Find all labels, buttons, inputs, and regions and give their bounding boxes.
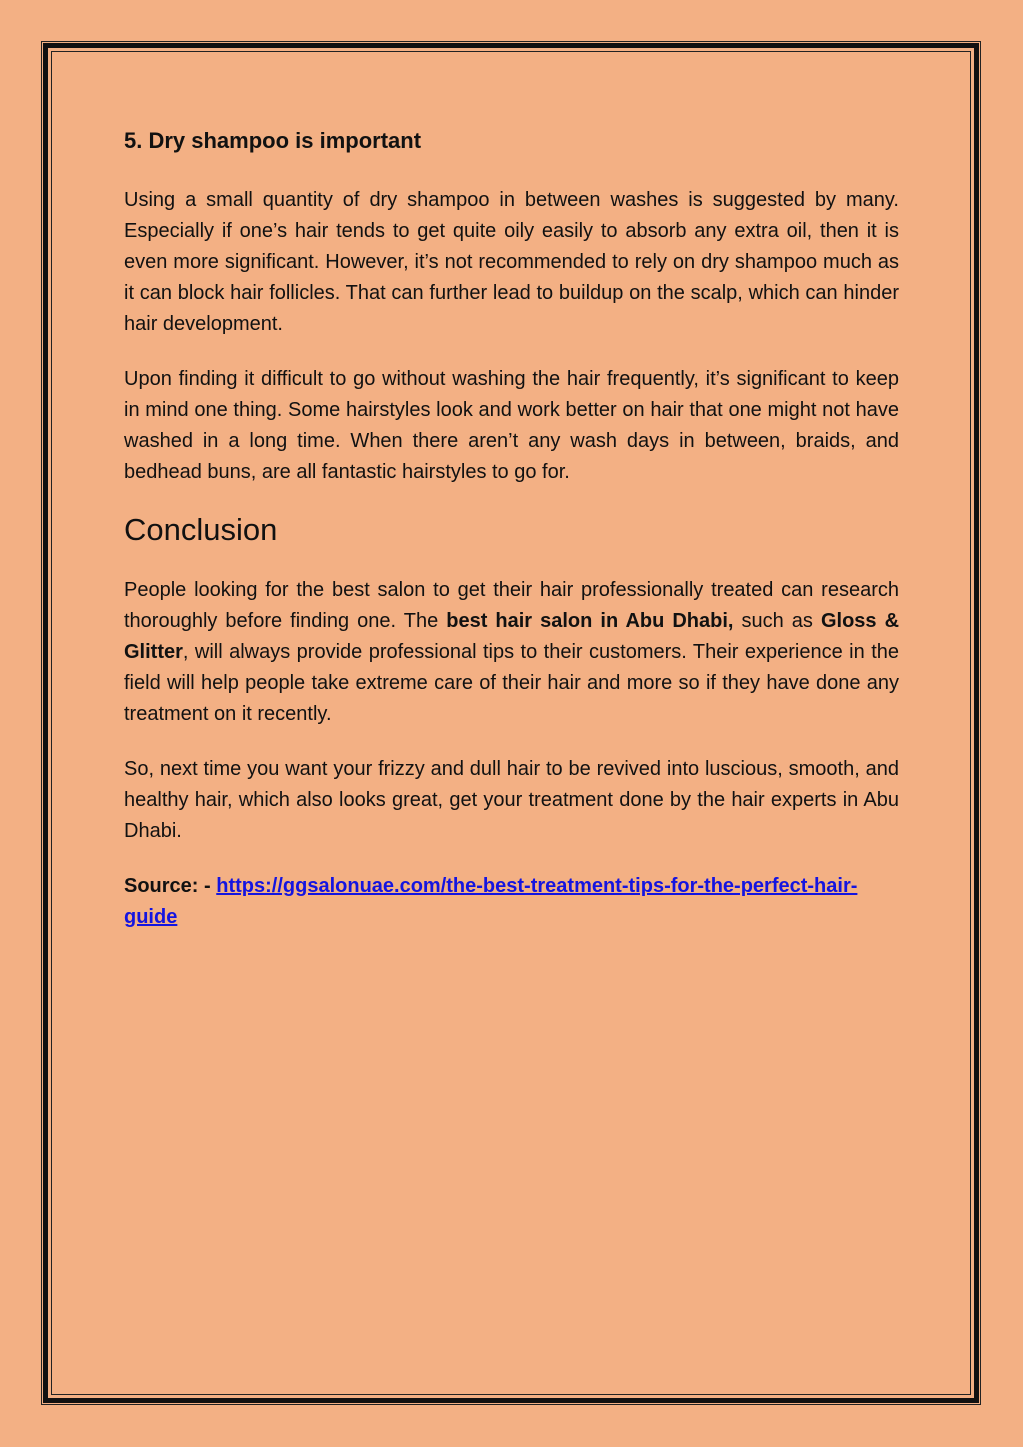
source-link[interactable]: https://ggsalonuae.com/the-best-treatment-tips-for-the-perfect-hair-guide bbox=[124, 875, 858, 928]
conclusion-heading: Conclusion bbox=[124, 512, 278, 547]
text-segment: People looking for the best salon to get their hair professionally treated can research thoroughly before finding one. The bbox=[124, 579, 899, 632]
source-label: Source: - bbox=[124, 875, 217, 897]
paragraph-best-salon bbox=[124, 575, 899, 730]
document-body bbox=[124, 124, 899, 933]
bold-salon-phrase: best hair salon in Abu Dhabi, bbox=[446, 610, 734, 632]
bold-brand-name: Gloss & Glitter bbox=[124, 610, 900, 663]
text-segment: such as bbox=[733, 610, 821, 632]
paragraph-hairstyles: Upon finding it difficult to go without washing the hair frequently, it’s significant to keep in mind one thing. Some hairstyles look and work better on hair that one might not have washed in a long time. When there aren’t any wash days in between, braids, and bedhead buns, are all fantastic hairstyles to go for. bbox=[124, 368, 899, 483]
source-line bbox=[124, 871, 899, 933]
paragraph-dry-shampoo: Using a small quantity of dry shampoo in between washes is suggested by many. Especially if one’s hair tends to get quite oily easily to absorb any extra oil, then it is even more significant. However, it’s not recommended to rely on dry shampoo much as it can block hair follicles. That can further lead to buildup on the scalp, which can hinder hair development. bbox=[124, 189, 899, 335]
text-segment: , will always provide professional tips to their customers. Their experience in the field will help people take extreme care of their hair and more so if they have done any treatment on it recently. bbox=[124, 641, 899, 725]
paragraph-next-time: So, next time you want your frizzy and dull hair to be revived into luscious, smooth, and healthy hair, which also looks great, get your treatment done by the hair experts in Abu Dhabi. bbox=[124, 758, 899, 842]
section-heading: 5. Dry shampoo is important bbox=[124, 128, 422, 153]
